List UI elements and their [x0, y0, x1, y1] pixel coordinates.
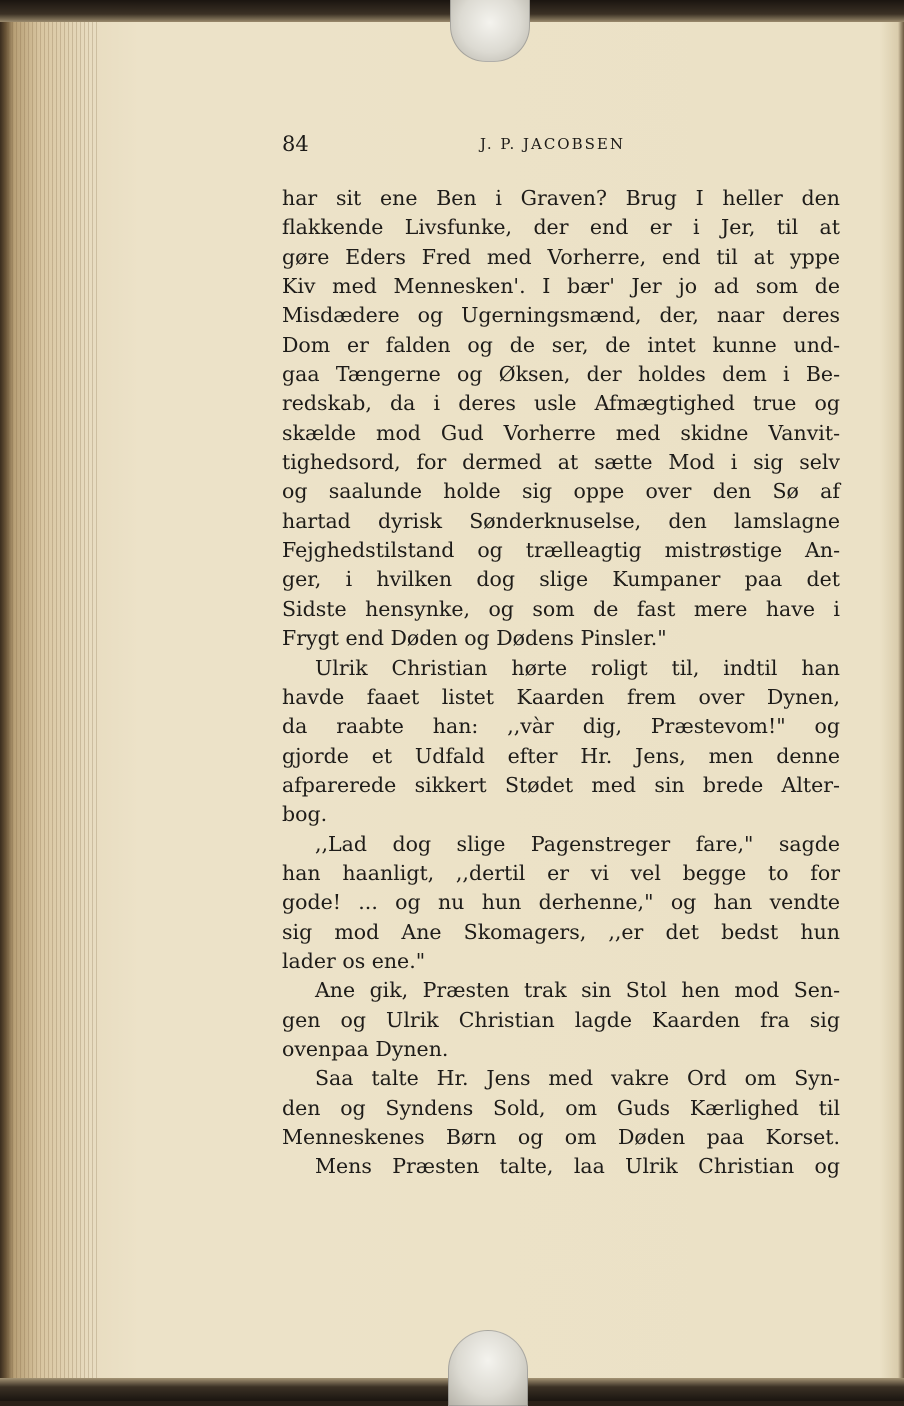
text-line: Ane gik, Præsten trak sin Stol hen mod Sen- — [315, 978, 840, 1003]
text-line: hartad dyrisk Sønderknuselse, den lamslagne — [282, 508, 840, 533]
text-line: han haanligt, ,,dertil er vi vel begge to for — [282, 860, 840, 885]
text-line: ovenpaa Dynen. — [282, 1036, 449, 1061]
text-line: redskab, da i deres usle Afmægtighed true og — [282, 391, 840, 416]
text-line: Sidste hensynke, og som de fast mere have i — [282, 596, 840, 621]
top-page-clip — [450, 0, 530, 62]
text-line: flakkende Livsfunke, der end er i Jer, til at — [282, 215, 840, 240]
page-number: 84 — [282, 132, 309, 156]
text-line: da raabte han: ,,vàr dig, Præstevom!" og — [282, 714, 840, 739]
text-line: tighedsord, for dermed at sætte Mod i sig selv — [282, 450, 840, 475]
text-line: Frygt end Døden og Dødens Pinsler." — [282, 626, 667, 651]
bottom-page-clip — [448, 1330, 528, 1406]
text-line: Saa talte Hr. Jens med vakre Ord om Syn- — [315, 1066, 840, 1091]
text-line: har sit ene Ben i Graven? Brug I heller den — [282, 186, 840, 210]
text-line: Mens Præsten talte, laa Ulrik Christian og — [315, 1154, 840, 1179]
text-line: den og Syndens Sold, om Guds Kærlighed til — [282, 1095, 840, 1120]
text-line: Dom er falden og de ser, de intet kunne und- — [282, 332, 840, 357]
text-line: Misdædere og Ugerningsmænd, der, naar deres — [282, 303, 840, 328]
text-line: gjorde et Udfald efter Hr. Jens, men denne — [282, 743, 840, 768]
text-line: ,,Lad dog slige Pagenstreger fare," sagde — [315, 831, 840, 856]
text-line: Kiv med Mennesken'. I bær' Jer jo ad som de — [282, 274, 840, 299]
page-header — [282, 128, 842, 160]
text-line: skælde mod Gud Vorherre med skidne Vanvit- — [282, 420, 840, 445]
text-line: gode! ... og nu hun derhenne," og han vendte — [282, 890, 840, 915]
text-line: Fejghedstilstand og trælleagtig mistrøstige An- — [282, 538, 840, 563]
text-line: gen og Ulrik Christian lagde Kaarden fra sig — [282, 1007, 840, 1032]
text-line: Ulrik Christian hørte roligt til, indtil han — [315, 655, 840, 680]
text-line: havde faaet listet Kaarden frem over Dynen, — [282, 684, 840, 709]
text-line: ger, i hvilken dog slige Kumpaner paa det — [282, 567, 840, 592]
page-edges — [8, 0, 98, 1401]
running-head: J. P. JACOBSEN — [480, 135, 625, 153]
text-line: lader os ene." — [282, 948, 426, 973]
text-line: gaa Tængerne og Øksen, der holdes dem i Be- — [282, 362, 840, 387]
text-line: og saalunde holde sig oppe over den Sø af — [282, 479, 840, 504]
text-line: bog. — [282, 802, 328, 827]
text-line: afparerede sikkert Stødet med sin brede Alter- — [282, 772, 840, 797]
body-text — [282, 184, 840, 1182]
text-line: Menneskenes Børn og om Døden paa Korset. — [282, 1125, 840, 1149]
text-line: gøre Eders Fred med Vorherre, end til at yppe — [282, 244, 840, 269]
text-line: sig mod Ane Skomagers, ,,er det bedst hun — [282, 919, 840, 944]
